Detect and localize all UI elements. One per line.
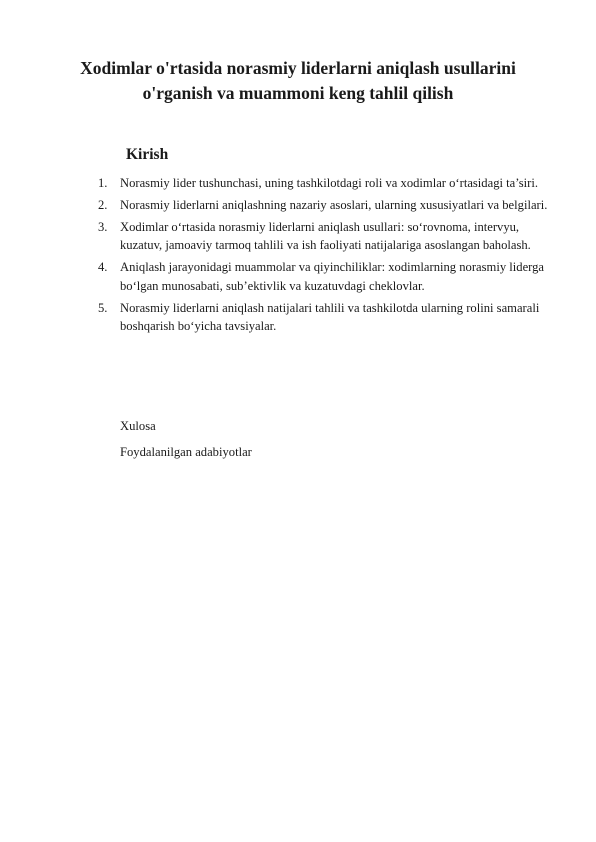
list-item-number: 5. bbox=[98, 300, 108, 315]
list-item bbox=[96, 218, 556, 255]
list-item-number: 3. bbox=[98, 219, 108, 234]
section-heading: Kirish bbox=[126, 146, 169, 163]
list-item-text: Aniqlash jarayonidagi muammolar va qiyinchiliklar: xodimlarning norasmiy liderga bo‘lgan munosabati, sub’ektivlik va kuzatuvdagi cheklovlar. bbox=[120, 260, 545, 293]
title-line-1: Xodimlar o'rtasida norasmiy liderlarni aniqlash usullarini bbox=[80, 58, 516, 78]
list-item-text: Norasmiy liderlarni aniqlashning nazariy asoslari, ularning xususiyatlari va belgilari. bbox=[120, 197, 548, 212]
title-line-2: o'rganish va muammoni keng tahlil qilish bbox=[142, 83, 454, 103]
list-item bbox=[96, 174, 556, 193]
list-item bbox=[96, 196, 556, 215]
conclusion-entry: Xulosa bbox=[120, 419, 156, 433]
list-item bbox=[96, 258, 556, 295]
document-title bbox=[40, 56, 556, 106]
list-item-text: Norasmiy liderlarni aniqlash natijalari tahlili va tashkilotda ularning rolini samarali boshqarish bo‘yicha tavsiyalar. bbox=[120, 300, 540, 334]
list-item-text: Norasmiy lider tushunchasi, uning tashkilotdagi roli va xodimlar o‘rtasidagi ta’siri. bbox=[120, 176, 538, 190]
list-item-number: 2. bbox=[98, 197, 108, 212]
list-item-number: 4. bbox=[98, 260, 108, 275]
list-item-number: 1. bbox=[98, 176, 108, 190]
list-item-text: Xodimlar o‘rtasida norasmiy liderlarni aniqlash usullari: so‘rovnoma, intervyu, kuzatuv, jamoaviy tarmoq tahlili va ish faoliyati natijalariga asoslangan baholash. bbox=[120, 219, 531, 253]
references-entry: Foydalanilgan adabiyotlar bbox=[120, 445, 252, 459]
list-item bbox=[96, 299, 556, 336]
outline-list bbox=[96, 174, 556, 339]
